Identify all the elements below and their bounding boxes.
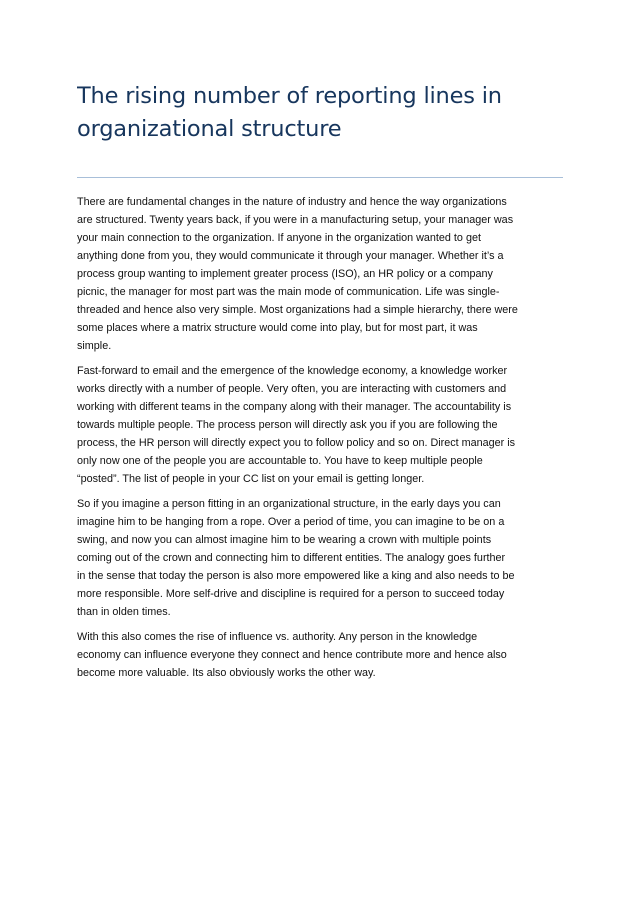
document-body — [77, 193, 563, 689]
document-title — [77, 80, 547, 146]
text-line: economy can influence everyone they connect and hence contribute more and hence also — [77, 648, 507, 661]
text-line: coming out of the crown and connecting him to different entities. The analogy goes further — [77, 552, 506, 565]
title-line: organizational structure — [77, 116, 342, 142]
text-line: your main connection to the organization. If anyone in the organization wanted to get — [77, 232, 481, 245]
text-line: than in olden times. — [77, 606, 171, 619]
text-line: in the sense that today the person is also more empowered like a king and also needs to be — [77, 570, 515, 583]
text-line: swing, and now you can almost imagine him to be wearing a crown with multiple points — [77, 534, 492, 547]
paragraph-1 — [77, 193, 563, 355]
text-line: picnic, the manager for most part was the main mode of communication. Life was single- — [77, 286, 500, 299]
text-line: only now one of the people you are accountable to. You have to keep multiple people — [77, 455, 483, 468]
title-line: The rising number of reporting lines in — [77, 83, 502, 109]
text-line: simple. — [77, 340, 112, 353]
text-line: anything done from you, they would communicate it through your manager. Whether it’s a — [77, 250, 504, 263]
title-divider — [77, 177, 563, 178]
text-line: So if you imagine a person fitting in an organizational structure, in the early days you can — [77, 497, 501, 510]
text-line: towards multiple people. The process person will directly ask you if you are following the — [77, 419, 498, 432]
text-line: imagine him to be hanging from a rope. Over a period of time, you can imagine to be on a — [77, 515, 505, 528]
text-line: process, the HR person will directly expect you to follow policy and so on. Direct manager is — [77, 437, 516, 450]
text-line: become more valuable. Its also obviously works the other way. — [77, 666, 376, 679]
paragraph-2 — [77, 362, 563, 488]
text-line: working with different teams in the company along with their manager. The accountability is — [77, 401, 512, 414]
text-line: With this also comes the rise of influence vs. authority. Any person in the knowledge — [77, 630, 478, 643]
text-line: more responsible. More self-drive and discipline is required for a person to succeed today — [77, 588, 505, 601]
paragraph-3 — [77, 495, 563, 621]
text-line: are structured. Twenty years back, if you were in a manufacturing setup, your manager was — [77, 214, 514, 227]
text-line: works directly with a number of people. Very often, you are interacting with customers and — [77, 383, 507, 396]
text-line: some places where a matrix structure would come into play, but for most part, it was — [77, 322, 478, 335]
paragraph-4 — [77, 628, 563, 682]
text-line: Fast-forward to email and the emergence of the knowledge economy, a knowledge worker — [77, 365, 508, 378]
text-line: threaded and hence also very simple. Most organizations had a simple hierarchy, there were — [77, 304, 518, 317]
text-line: process group wanting to implement greater process (ISO), an HR policy or a company — [77, 268, 493, 281]
text-line: There are fundamental changes in the nature of industry and hence the way organizations — [77, 196, 507, 208]
text-line: “posted”. The list of people in your CC list on your email is getting longer. — [77, 473, 425, 486]
